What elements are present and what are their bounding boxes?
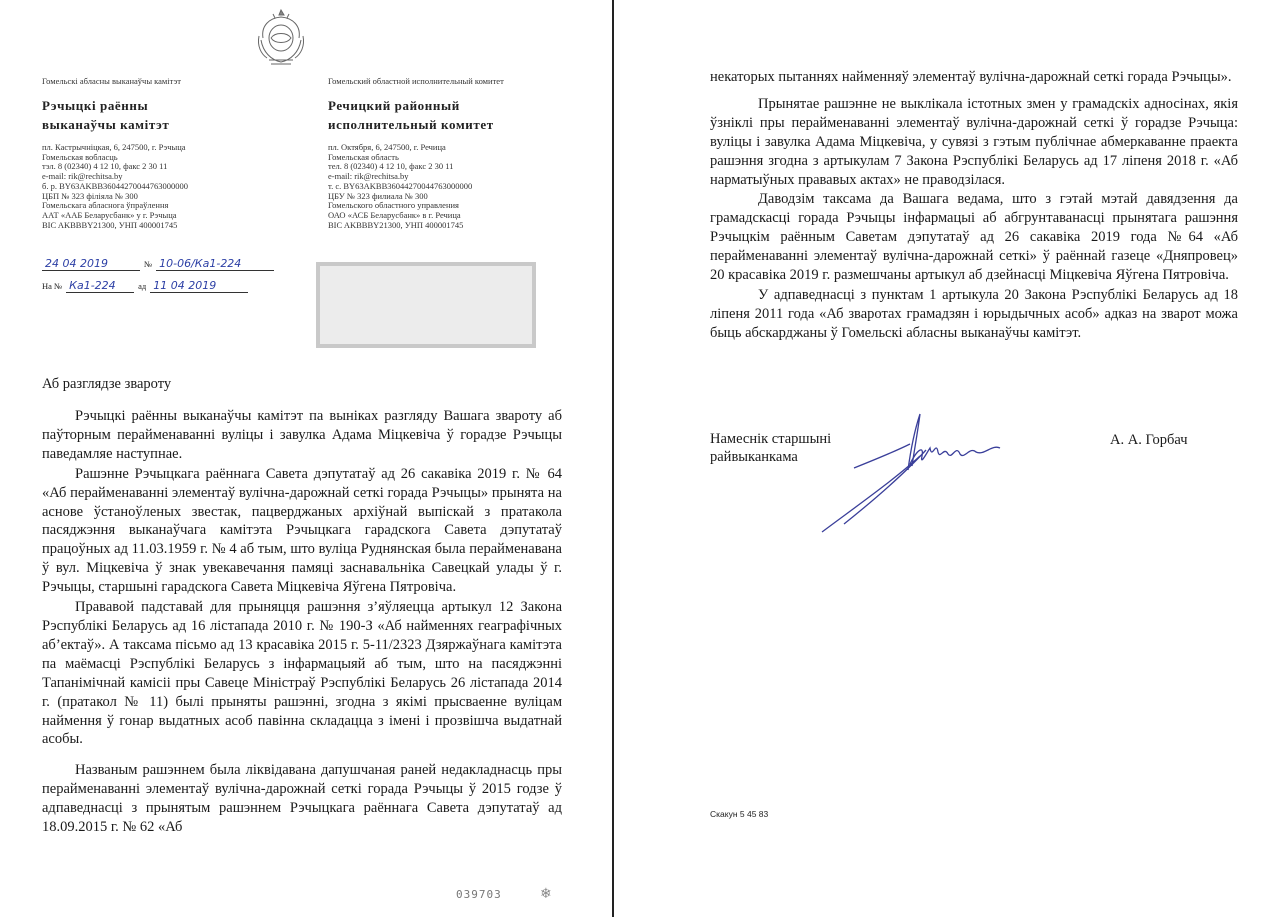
address-line: ОАО «АСБ Беларусбанк» в г. Речица [328,209,461,220]
address-line: Гомельского областного управления [328,200,459,211]
address-line: тел. 8 (02340) 4 12 10, факс 2 30 11 [328,161,454,172]
address-line: BIC AKBBBY21300, УНП 400001745 [328,219,464,230]
body-paragraph: Названым рашэннем была ліквідавана дапушчаная раней недакладнасць пры перайменаванні элементаў вулічна-дарожнай сеткі горада Рэчыцы ў 2015 годзе ў адпаведнасці з прынятым рашэннем Рэчыцкага раённага Савета дэпутатаў ад 18.09.2015 г. № 62 «Аб [42,762,562,836]
executor-contact: Скакун 5 45 83 [710,809,769,819]
address-line: e-mail: rik@rechitsa.by [42,171,123,182]
address-block-ru [328,143,472,230]
signatory-name: А. А. Горбач [1110,432,1188,448]
address-line: ЦБП № 323 філіяла № 300 [42,190,138,201]
committee-name-ru-line1: Речицкий районный [328,98,460,113]
address-line: e-mail: rik@rechitsa.by [328,171,409,182]
reference-date: 11 04 2019 [150,279,248,293]
body-paragraph: Рэчыцкі раённы выканаўчы камітэт па выніках разгляду Вашага звароту аб паўторным перайменаванні вуліцы і завулка Адама Міцкевіча ў горадзе Рэчыцы паведамляе наступнае. [42,408,562,462]
signatory-title-line1: Намеснік старшыні [710,431,832,447]
body-paragraph: Даводзім таксама да Вашага ведама, што з гэтай мэтай давядзення да грамадскасці горада Рэчыцы інфармацыі аб абгрунтаванасці прынятага рашэння Рэчыцкім раённым Саветам дэпутатаў ад 26 сакавіка 2019 года №64 «Аб перайменаванні элементаў вулічна-дарожнай сеткі» ў раённай газеце «Дняпровец» 20 красавіка 2019 г. размешчаны артыкул аб дзейнасці Міцкевіча Яўгена Пятровіча. [710,191,1238,284]
registration-no-label: № [144,259,153,269]
handwritten-signature [814,400,1034,540]
letter-page-1 [0,0,612,917]
snowflake-icon: ❄ [540,887,552,902]
committee-name-ru [328,96,494,134]
committee-name-be-line2: выканаўчы камітэт [42,117,170,132]
letter-body-page-1 [42,407,562,837]
redacted-recipient-box [316,262,536,348]
address-line: Гомельская область [328,151,399,162]
reference-line [42,276,248,294]
address-line: Гомельская вобласць [42,151,118,162]
address-line: ААТ «ААБ Беларусбанк» у г. Рэчыца [42,209,177,220]
address-line: б. р. BY63AKBB36044270044763000000 [42,180,188,191]
registration-date: 24 04 2019 [42,257,140,271]
reference-number: Ка1-224 [66,279,134,293]
registration-number: 10-06/Ка1-224 [156,257,274,271]
address-line: тэл. 8 (02340) 4 12 10, факс 2 30 11 [42,161,168,172]
reference-date-label: ад [138,281,147,291]
letter-body-page-2 [710,68,1238,343]
address-line: пл. Кастрычніцкая, 6, 247500, г. Рэчыца [42,142,186,152]
body-paragraph: У адпаведнасці з пунктам 1 артыкула 20 Закона Рэспублікі Беларусь ад 18 ліпеня 2011 года «Аб зваротах грамадзян і юрыдычных асоб» адказ на зварот можа быць абскарджаны ў Гомельскі абласны выканаўчы камітэт. [710,286,1238,341]
committee-line-be: Гомельскі абласны выканаўчы камітэт [42,76,181,86]
body-paragraph: Рашэнне Рэчыцкага раённага Савета дэпутатаў ад 26 сакавіка 2019 г. № 64 «Аб перайменаванні элементаў вулічна-дарожнай сеткі горада Рэчыцы» прынята на аснове ўстаноўленых звестак, пацверджаных архіўнай выпіскай з пратакола пасяджэння выканаўчага камітэта Рэчыцкага гарадскога Савета дэпутатаў працоўных ад 11.03.1959 г. № 4 аб тым, што вуліца Руднянская была перайменавана ў вул. Міцкевіча ў знак увекавечання памяці заснавальніка Савецкай улады ў г. Рэчыцы, старшыні гарадскога Савета Міцкевіча Яўгена Пятровіча. [42,465,562,596]
signatory-title-line2: райвыканкама [710,449,798,465]
belarus-emblem-icon [255,8,307,70]
committee-name-ru-line2: исполнительный комитет [328,117,494,132]
reference-label: На № [42,281,63,291]
address-line: BIC AKBBBY21300, УНП 400001745 [42,219,178,230]
signatory-title [710,430,831,466]
letter-subject: Аб разглядзе звароту [42,376,172,392]
address-line: т. с. BY63AKBB36044270044763000000 [328,180,473,191]
document-serial-number: 039703 [456,888,502,901]
address-line: пл. Октября, 6, 247500, г. Речица [328,142,446,152]
committee-name-be [42,96,169,134]
address-line: ЦБУ № 323 филиала № 300 [328,190,428,201]
committee-line-ru: Гомельский областной исполнительный комитет [328,76,504,86]
registration-line [42,254,274,272]
address-block-be [42,143,188,230]
body-paragraph: некаторых пытаннях найменняў элементаў вулічна-дарожнай сеткі горада Рэчыцы». [710,69,1232,85]
letter-page-2 [614,0,1280,917]
committee-name-be-line1: Рэчыцкі раённы [42,98,149,113]
body-paragraph: Прававой падставай для прыняцця рашэння з’яўляецца артыкул 12 Закона Рэспублікі Беларусь ад 16 лістапада 2010 г. № 190-З «Аб найменнях геаграфічных аб’ектаў». А таксама пісьмо ад 13 красавіка 2015 г. 5-11/2323 Дзяржаўнага камітэта па маёмасці Рэспублікі Беларусь з інфармацыяй аб тым, што на пасяджэнні Тапанімічнай камісіі пры Савеце Міністраў Рэспублікі Беларусь 26 лістапада 2014 г. (пратакол № 11) былі прыняты рашэнні, згодна з якімі прысваенне вуліцам наймення ў гонар выдатных асоб павінна складацца з імені і прозвішча выдатнай асобы. [42,599,562,748]
body-paragraph: Прынятае рашэнне не выклікала істотных змен у грамадскіх адносінах, якія ўзніклі пры перайменаванні элементаў вулічна-дарожнай сеткі ў горадзе Рэчыца: вуліцы і завулка Адама Міцкевіча, у сувязі з гэтым публічнае абмеркаванне праекта рашэння згодна з артыкулам 7 Закона Рэспублікі Беларусь ад 17 ліпеня 2018 г. «Аб нарматыўных прававых актах» не праводзілася. [710,95,1238,188]
address-line: Гомельскага абласнога ўпраўлення [42,200,169,211]
